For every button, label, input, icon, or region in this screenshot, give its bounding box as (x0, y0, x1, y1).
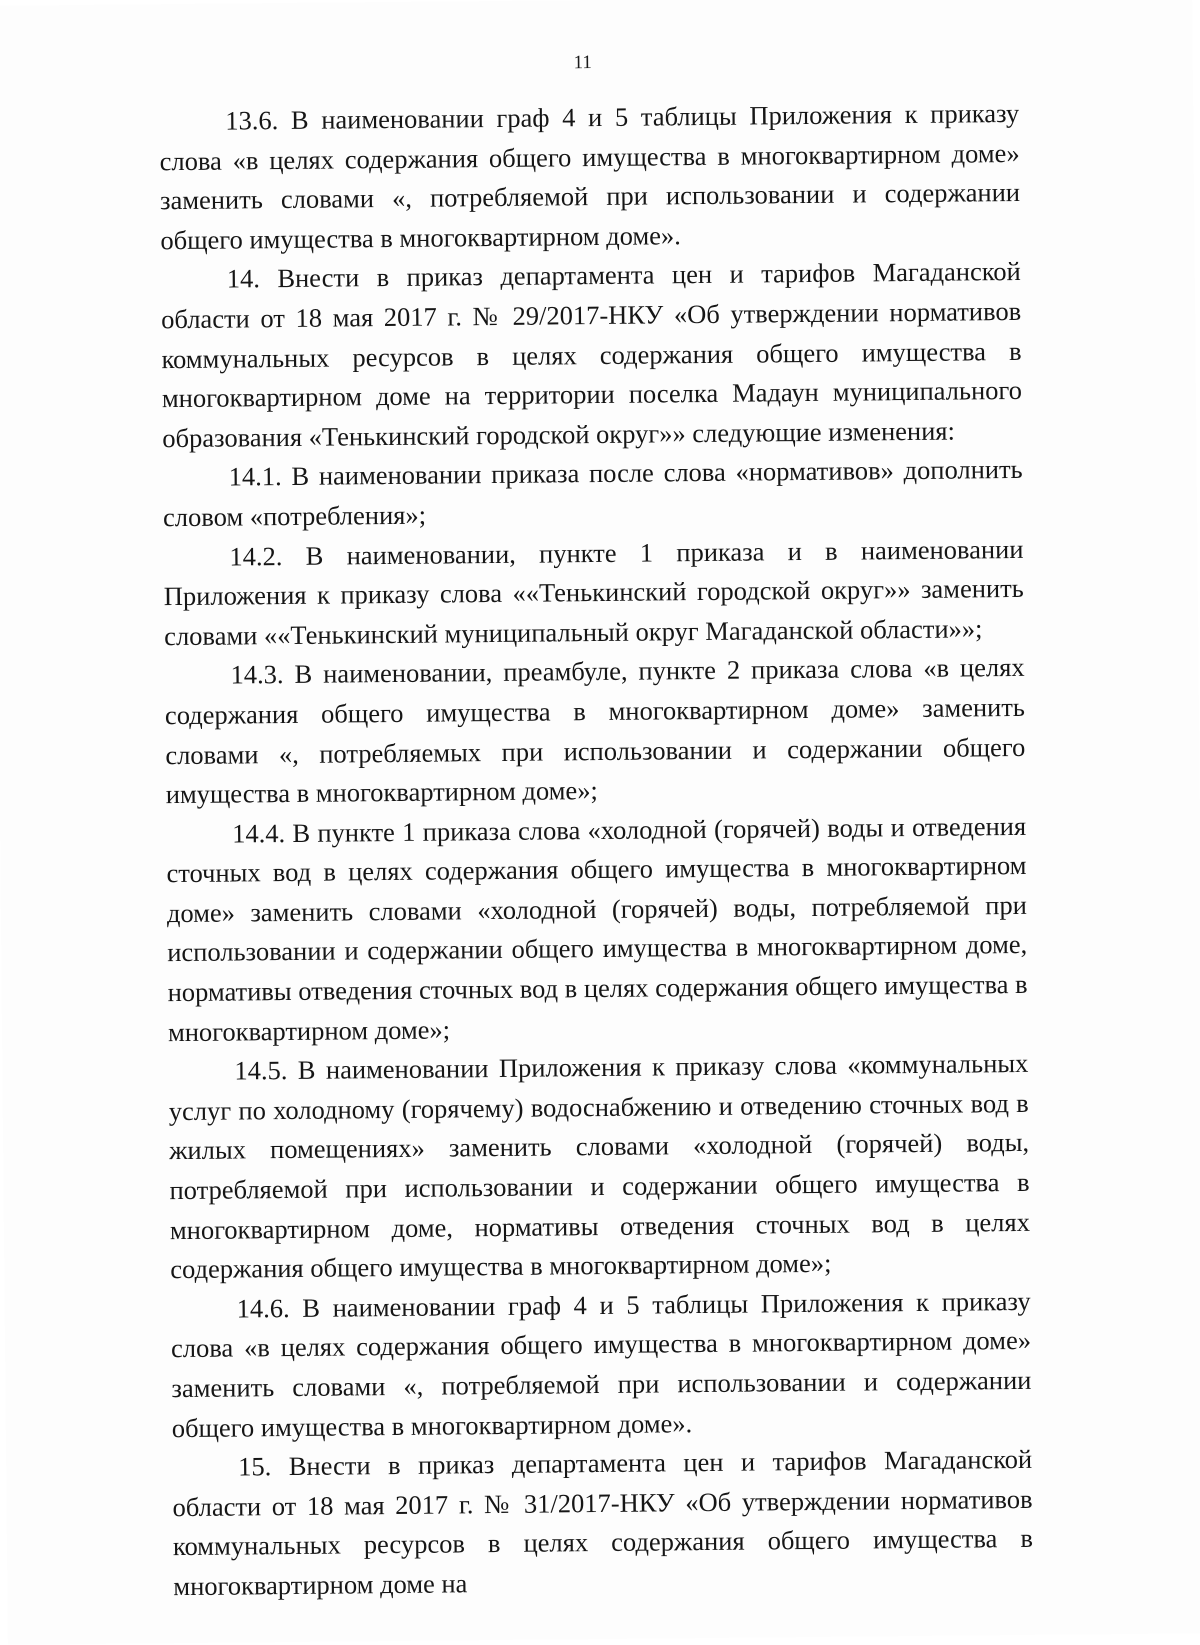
paragraph-14-3: 14.3. В наименовании, преамбуле, пункте 2 приказа слова «в целях содержания общего имущества в многоквартирном доме» заменить словами «, потребляемых при использовании и содержании общего имущества в многоквартирном доме»; (164, 652, 1026, 810)
paragraph-14-5: 14.5. В наименовании Приложения к приказу слова «коммунальных услуг по холодному (горячему) водоснабжению и отведению сточных вод в жилых помещениях» заменить словами «холодной (горячей) воды, потребляемой при использовании и содержании общего имущества в многоквартирном доме, нормативы отведения сточных вод в целях содержания общего имущества в многоквартирном доме»; (168, 1048, 1031, 1285)
document-body (159, 94, 1033, 1607)
paragraph-14: 14. Внести в приказ департамента цен и тарифов Магаданской области от 18 мая 2017 г. № 29/2017-НКУ «Об утверждении нормативов коммунальных ресурсов в целях содержания общего имущества в многоквартирном доме на территории поселка Мадаун муниципального образования «Тенькинский городской округ»» следующие изменения: (161, 256, 1023, 453)
paragraph-13-6: 13.6. В наименовании граф 4 и 5 таблицы Приложения к приказу слова «в целях содержания общего имущества в многоквартирном доме» заменить словами «, потребляемой при использовании и содержании общего имущества в многоквартирном доме». (159, 97, 1021, 255)
page-number: 11 (573, 52, 592, 74)
paragraph-14-4: 14.4. В пункте 1 приказа слова «холодной (горячей) воды и отведения сточных вод в целях содержания общего имущества в многоквартирном доме» заменить словами «холодной (горячей) воды, потребляемой при использовании и содержании общего имущества в многоквартирном доме, нормативы отведения сточных вод в целях содержания общего имущества в многоквартирном доме»; (166, 810, 1028, 1047)
paragraph-14-1: 14.1. В наименовании приказа после слова «нормативов» дополнить словом «потребления»; (162, 454, 1023, 533)
paragraph-14-6: 14.6. В наименовании граф 4 и 5 таблицы Приложения к приказу слова «в целях содержания общего имущества в многоквартирном доме» заменить словами «, потребляемой при использовании и содержании общего имущества в многоквартирном доме». (170, 1285, 1032, 1443)
paragraph-14-2: 14.2. В наименовании, пункте 1 приказа и в наименовании Приложения к приказу слова ««Тенькинский городской округ»» заменить словами ««Тенькинский муниципальный округ Магаданской области»»; (163, 533, 1024, 651)
paragraph-15: 15. Внести в приказ департамента цен и тарифов Магаданской области от 18 мая 2017 г. № 31/2017-НКУ «Об утверждении нормативов коммунальных ресурсов в целях содержания общего имущества в многоквартирном доме на (172, 1444, 1034, 1602)
